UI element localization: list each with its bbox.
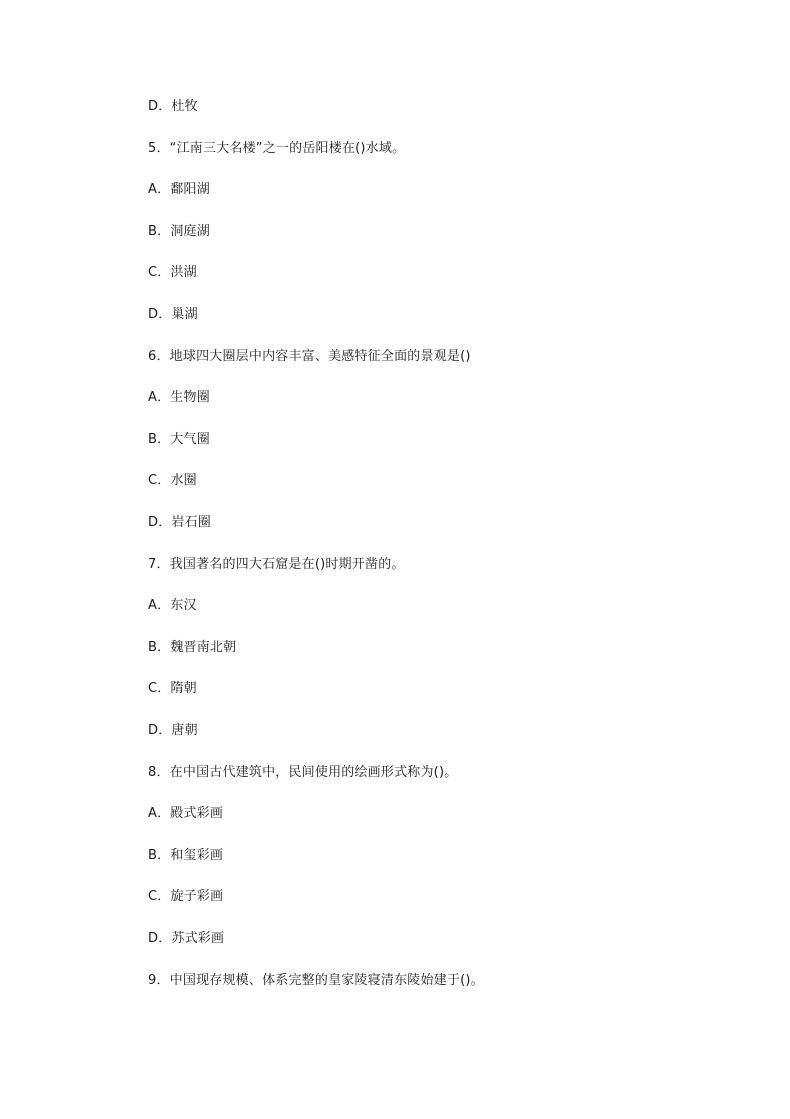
- question-9: 9．中国现存规模、体系完整的皇家陵寝清东陵始建于()。: [148, 973, 484, 988]
- option-5-a: A．鄱阳湖: [148, 182, 210, 197]
- question-5: 5．“江南三大名楼”之一的岳阳楼在()水域。: [148, 141, 406, 156]
- option-5-c: C．洪湖: [148, 265, 197, 280]
- option-5-d: D．巢湖: [148, 307, 198, 322]
- question-6: 6．地球四大圈层中内容丰富、美感特征全面的景观是(): [148, 349, 471, 364]
- option-7-d: D．唐朝: [148, 723, 198, 738]
- option-6-c: C．水圈: [148, 473, 197, 488]
- option-8-a: A．殿式彩画: [148, 806, 224, 821]
- option-6-a: A．生物圈: [148, 390, 210, 405]
- option-4-d: D．杜牧: [148, 99, 198, 114]
- question-7: 7．我国著名的四大石窟是在()时期开凿的。: [148, 557, 405, 572]
- question-8: 8．在中国古代建筑中，民间使用的绘画形式称为()。: [148, 765, 458, 780]
- option-6-b: B．大气圈: [148, 432, 210, 447]
- option-8-c: C．旋子彩画: [148, 889, 224, 904]
- option-6-d: D．岩石圈: [148, 515, 212, 530]
- option-7-b: B．魏晋南北朝: [148, 640, 237, 655]
- option-7-a: A．东汉: [148, 598, 197, 613]
- option-5-b: B．洞庭湖: [148, 224, 210, 239]
- option-7-c: C．隋朝: [148, 681, 197, 696]
- option-8-d: D．苏式彩画: [148, 931, 225, 946]
- option-8-b: B．和玺彩画: [148, 848, 224, 863]
